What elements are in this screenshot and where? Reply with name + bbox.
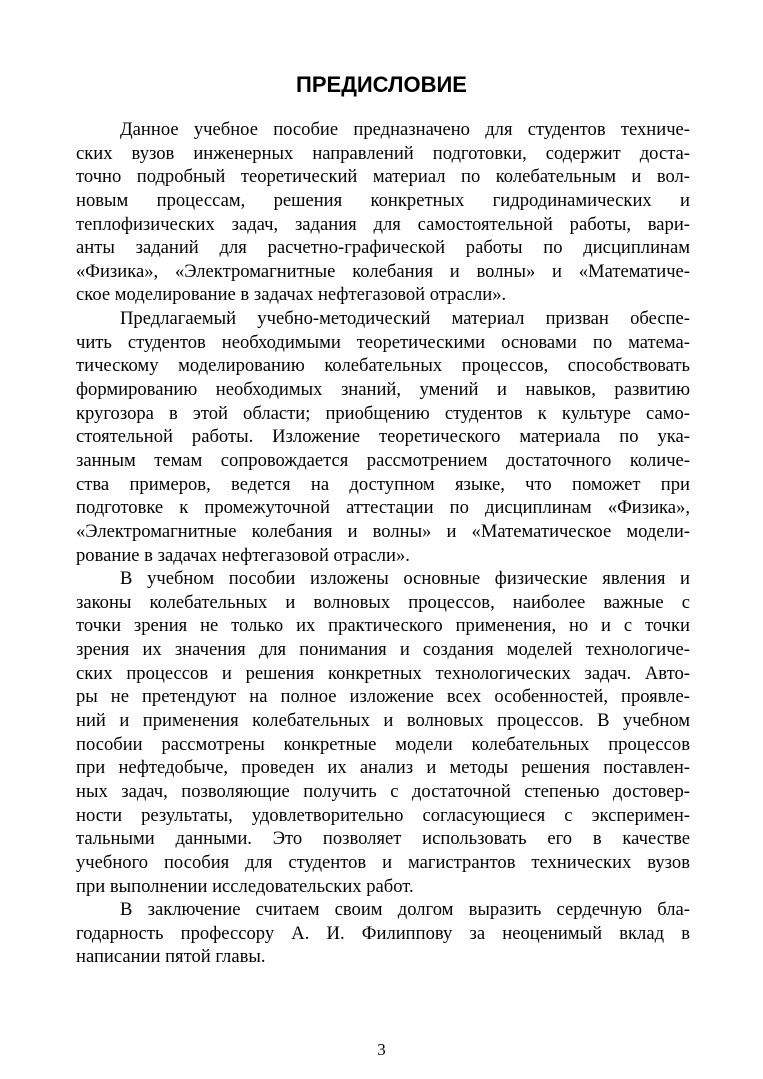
text-line: новым процессам, решения конкретных гидродинамических и (76, 189, 690, 211)
page-title: ПРЕДИСЛОВИЕ (296, 72, 467, 97)
text-line: точки зрения не только их практического применения, но и с точки (76, 615, 690, 637)
text-line: рование в задачах нефтегазовой отрасли». (76, 544, 410, 566)
text-line: стоятельной работы. Изложение теоретического материала по ука- (76, 426, 690, 448)
text-line: при нефтедобыче, проведен их анализ и методы решения поставлен- (76, 757, 690, 779)
text-line: «Физика», «Электромагнитные колебания и волны» и «Математиче- (76, 260, 690, 282)
text-line: Предлагаемый учебно-методический материал призван обеспе- (120, 308, 690, 330)
text-line: ных задач, позволяющие получить с достаточной степенью достовер- (76, 780, 690, 802)
text-line: ры не претендуют на полное изложение всех особенностей, проявле- (76, 686, 690, 708)
text-line: ний и применения колебательных и волновых процессов. В учебном (76, 710, 690, 732)
text-line: тальными данными. Это позволяет использовать его в качестве (76, 828, 690, 850)
paragraph-1 (76, 118, 690, 307)
page-number: 3 (377, 1040, 386, 1059)
text-line: ности результаты, удовлетворительно согласующиеся с эксперимен- (76, 804, 690, 826)
text-line: ства примеров, ведется на доступном языке, что поможет при (76, 473, 690, 495)
text-line: пособии рассмотрены конкретные модели колебательных процессов (76, 733, 690, 755)
paragraph-4 (76, 898, 690, 969)
text-line: точно подробный теоретический материал по колебательным и вол- (76, 166, 690, 188)
text-line: кругозора в этой области; приобщению студентов к культуре само- (76, 402, 690, 424)
text-line: анты заданий для расчетно-графической работы по дисциплинам (76, 237, 690, 259)
text-line: формированию необходимых знаний, умений и навыков, развитию (76, 379, 690, 401)
text-line: подготовке к промежуточной аттестации по дисциплинам «Физика», (76, 497, 690, 519)
text-line: ских процессов и решения конкретных технологических задач. Авто- (76, 662, 690, 684)
text-line: написании пятой главы. (76, 946, 266, 968)
text-line: теплофизических задач, задания для самостоятельной работы, вари- (76, 213, 690, 235)
text-line: ских вузов инженерных направлений подготовки, содержит доста- (76, 142, 690, 164)
text-line: Данное учебное пособие предназначено для студентов техниче- (120, 119, 690, 140)
text-line: чить студентов необходимыми теоретическими основами по матема- (76, 331, 690, 353)
text-line: тическому моделированию колебательных процессов, способствовать (76, 355, 690, 377)
text-line: зрения их значения для понимания и создания моделей технологиче- (76, 639, 690, 661)
text-line: занным темам сопровождается рассмотрением достаточного количе- (76, 449, 690, 471)
text-line: учебного пособия для студентов и магистрантов технических вузов (76, 851, 690, 873)
text-line: при выполнении исследовательских работ. (76, 875, 414, 897)
text-line: В учебном пособии изложены основные физические явления и (120, 568, 690, 590)
text-line: годарность профессору А. И. Филиппову за неоценимый вклад в (76, 922, 690, 944)
text-line: В заключение считаем своим долгом выразить сердечную бла- (120, 899, 690, 921)
preface-body (76, 118, 690, 969)
paragraph-2 (76, 307, 690, 567)
text-line: законы колебательных и волновых процессов, наиболее важные с (76, 591, 690, 613)
paragraph-3 (76, 567, 690, 898)
text-line: «Электромагнитные колебания и волны» и «Математическое модели- (76, 520, 690, 542)
text-line: ское моделирование в задачах нефтегазовой отрасли». (76, 284, 507, 306)
